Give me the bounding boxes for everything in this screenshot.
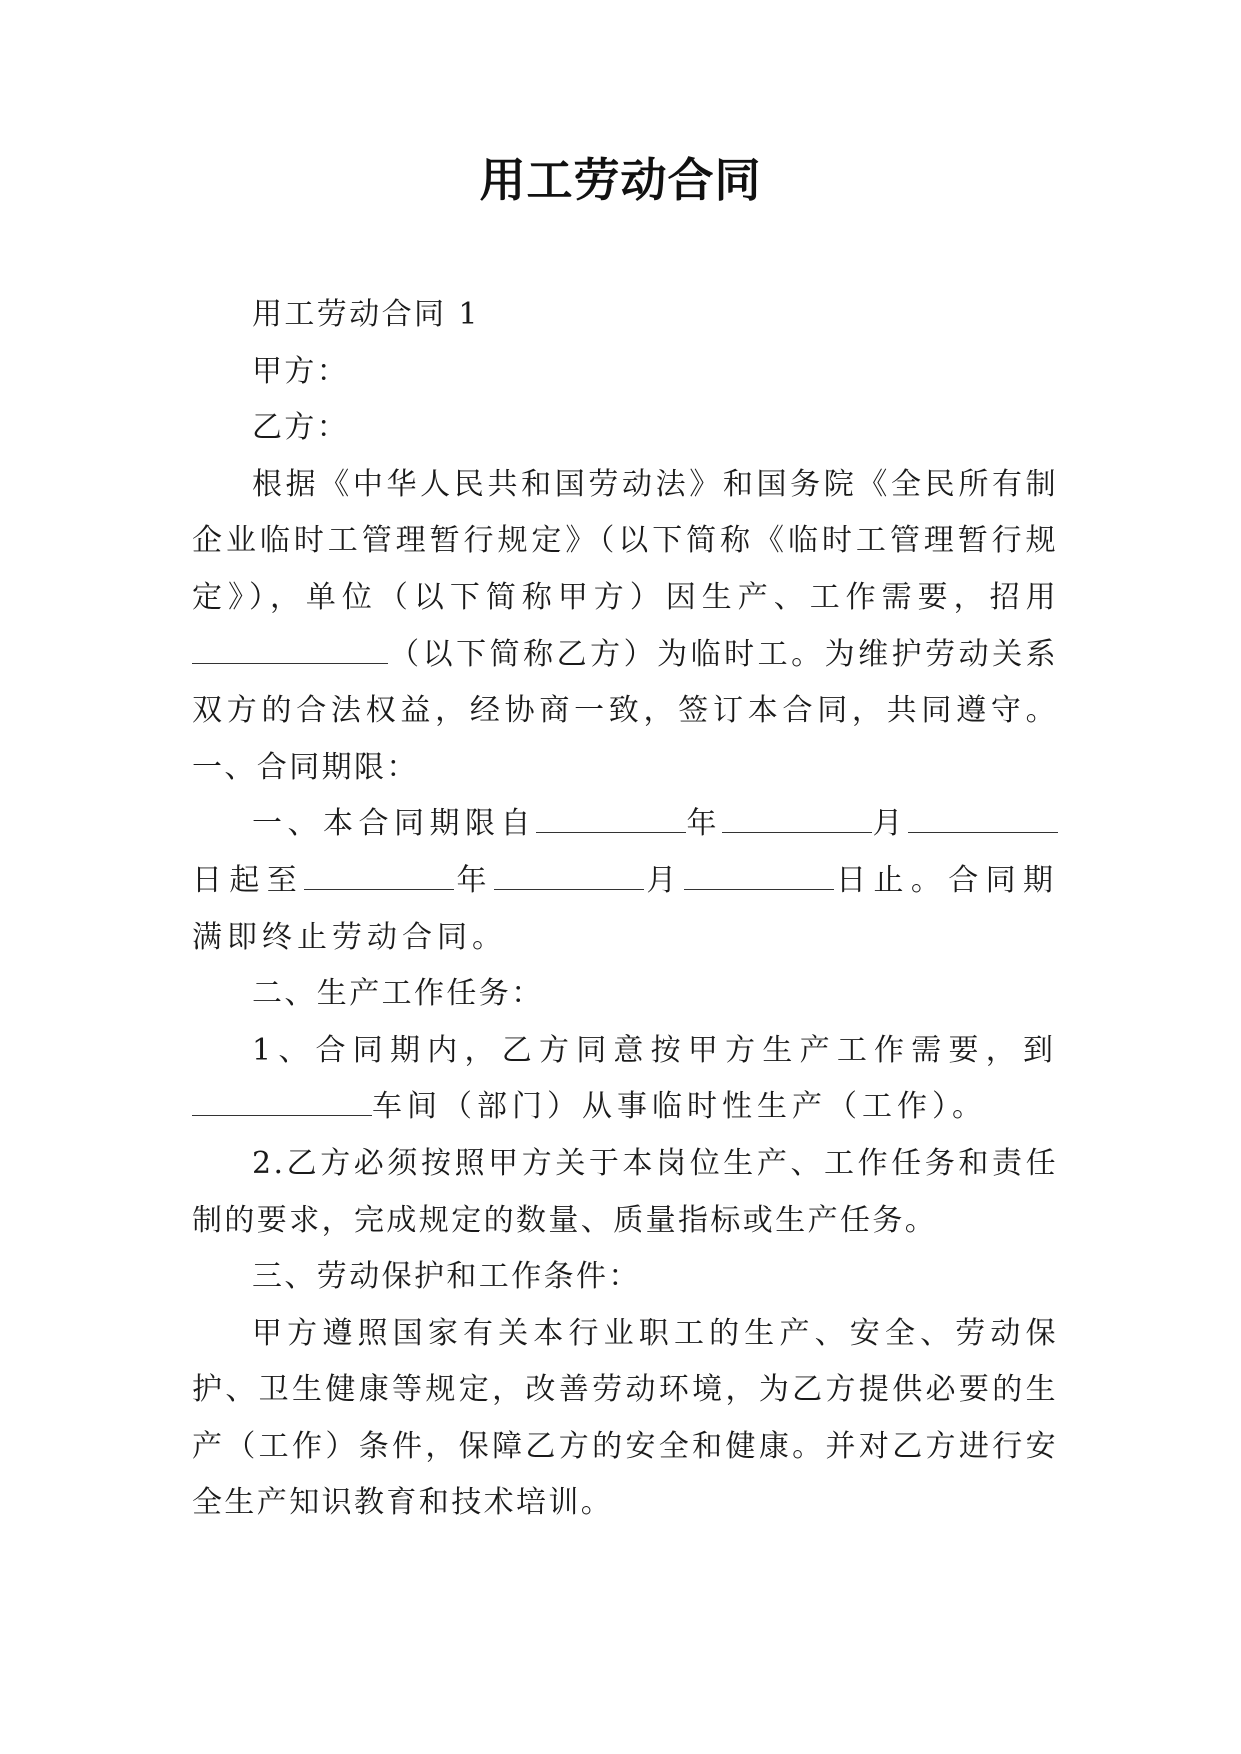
document-title: 用工劳动合同: [479, 153, 762, 207]
clause-2-1-text-before-blank: 1、合同期内，乙方同意按甲方生产工作需要，到: [252, 1032, 1058, 1068]
start-day-blank: [908, 796, 1058, 833]
term-month-label-2: 月: [643, 862, 684, 898]
term-suffix: 日止。合同期满即终止劳动合同。: [192, 862, 1059, 955]
contract-term-paragraph: [192, 796, 1058, 966]
employee-name-blank: [192, 627, 388, 664]
section-2-heading: 二、生产工作任务：: [252, 976, 544, 1012]
contract-heading: 用工劳动合同 1: [252, 297, 480, 332]
clause-2-1-text-after-blank: 车间（部门）从事临时性生产（工作）。: [372, 1089, 987, 1125]
term-month-label-1: 月: [872, 806, 908, 842]
end-day-blank: [684, 853, 834, 890]
intro-text-before-blank: 根据《中华人民共和国劳动法》和国务院《全民所有制企业临时工管理暂行规定》（以下简称《临时工管理暂行规定》），单位（以下简称甲方）因生产、工作需要，招用: [192, 466, 1058, 615]
intro-text-after-blank: （以下简称乙方）为临时工。为维护劳动关系双方的合法权益，经协商一致，签订本合同，共同遵守。一、合同期限：: [192, 636, 1058, 785]
term-prefix: 一、本合同期限自: [252, 806, 536, 842]
term-day-from-label: 日起至: [192, 862, 305, 898]
workshop-blank: [192, 1079, 372, 1116]
document-body: [192, 287, 1058, 1532]
party-a-label: 甲方：: [252, 353, 350, 389]
section-3-heading: 三、劳动保护和工作条件：: [252, 1259, 641, 1295]
end-month-blank: [494, 853, 644, 890]
term-year-label-1: 年: [686, 806, 722, 842]
clause-2-1: [192, 1023, 1058, 1136]
end-year-blank: [304, 853, 454, 890]
intro-paragraph: [192, 457, 1058, 797]
party-b-label: 乙方：: [252, 410, 350, 446]
term-year-label-2: 年: [454, 862, 494, 898]
start-month-blank: [722, 796, 872, 833]
start-year-blank: [536, 796, 686, 833]
clause-2-2: 2.乙方必须按照甲方关于本岗位生产、工作任务和责任制的要求，完成规定的数量、质量指标或生产任务。: [192, 1145, 1058, 1238]
section-3-body: 甲方遵照国家有关本行业职工的生产、安全、劳动保护、卫生健康等规定，改善劳动环境，为乙方提供必要的生产（工作）条件，保障乙方的安全和健康。并对乙方进行安全生产知识教育和技术培训。: [192, 1315, 1058, 1521]
